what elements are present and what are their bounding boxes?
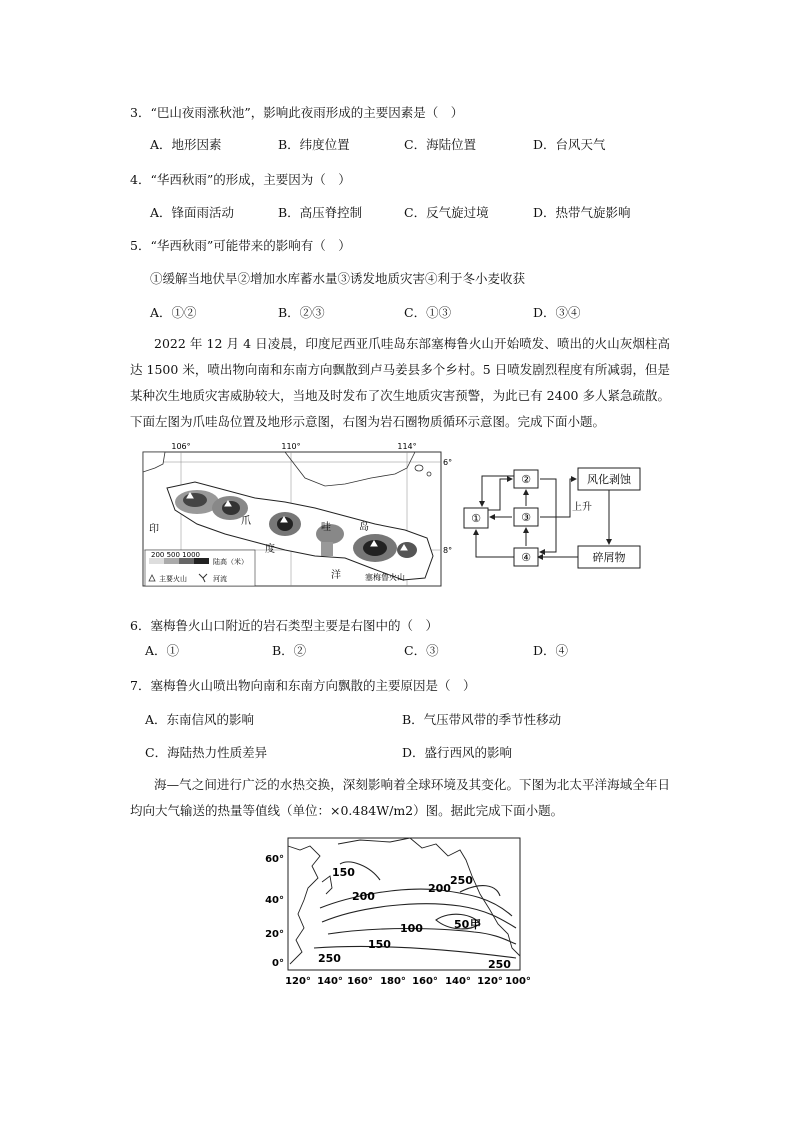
q5-option-b[interactable]: B．②③: [278, 305, 325, 320]
lat-label: 60°: [265, 854, 284, 865]
lat-label: 8°: [443, 546, 453, 555]
svg-text:甲: 甲: [470, 918, 481, 931]
q6-option-a[interactable]: A．①: [145, 643, 180, 658]
lat-label: 0°: [272, 958, 284, 969]
node-3-label: ③: [521, 511, 531, 524]
java-terrain-map: [135, 438, 453, 590]
lon-label: 106°: [171, 442, 191, 451]
svg-text:100°: 100°: [505, 976, 531, 987]
q6-option-b[interactable]: B．②: [272, 643, 307, 658]
svg-text:120°: 120°: [285, 976, 311, 987]
q7-stem: 7．塞梅鲁火山喷出物向南和东南方向飘散的主要原因是（ ）: [130, 678, 476, 693]
legend-river: 河流: [213, 575, 227, 583]
svg-text:160°: 160°: [412, 976, 438, 987]
q6-option-c[interactable]: C．③: [404, 643, 439, 658]
label-yang: 洋: [331, 570, 341, 581]
q3-option-d[interactable]: D．台风天气: [533, 137, 606, 152]
lat-label: 40°: [265, 895, 284, 906]
node-2-label: ②: [521, 473, 531, 486]
svg-text:160°: 160°: [347, 976, 373, 987]
lat-label: 20°: [265, 929, 284, 940]
legend-volcano: 主要火山: [159, 575, 187, 583]
label-zhua: 爪: [241, 516, 251, 527]
q4-stem: 4．“华西秋雨”的形成，主要因为（ ）: [130, 172, 351, 187]
label-yin: 印: [149, 524, 159, 535]
weathering-label: 风化剥蚀: [587, 473, 631, 486]
debris-label: 碎屑物: [592, 551, 626, 564]
svg-text:200: 200: [428, 882, 451, 895]
lon-label: 114°: [397, 442, 417, 451]
q5-statement: ①缓解当地伏旱②增加水库蓄水量③诱发地质灾害④利于冬小麦收获: [150, 271, 526, 286]
passage-heat-flux: 海—气之间进行广泛的水热交换，深刻影响着全球环境及其变化。下图为北太平洋海域全年日均向大气输送的热量等值线（单位：×0.484W/m2）图。据此完成下面小题。: [130, 777, 670, 818]
q5-stem: 5．“华西秋雨”可能带来的影响有（ ）: [130, 238, 351, 253]
q4-option-d[interactable]: D．热带气旋影响: [533, 205, 631, 220]
svg-text:50: 50: [454, 918, 470, 931]
q4-option-a[interactable]: A．锋面雨活动: [150, 205, 235, 220]
node-1-label: ①: [471, 512, 481, 525]
rock-cycle-diagram: [460, 462, 646, 574]
svg-text:150: 150: [368, 938, 391, 951]
svg-text:250: 250: [488, 958, 511, 971]
svg-text:150: 150: [332, 866, 355, 879]
q5-option-c[interactable]: C．①③: [404, 305, 452, 320]
lat-label: 6°: [443, 458, 453, 467]
q7-option-d[interactable]: D．盛行西风的影响: [402, 745, 513, 760]
q4-option-b[interactable]: B．高压脊控制: [278, 205, 363, 220]
legend-values: 200 500 1000: [151, 551, 200, 559]
q7-option-c[interactable]: C．海陆热力性质差异: [145, 745, 268, 760]
pacific-heat-flux-map: [260, 836, 535, 988]
lon-axis: [285, 976, 531, 987]
passage-volcano: 2022 年 12 月 4 日凌晨，印度尼西亚爪哇岛东部塞梅鲁火山开始喷发、喷出的火山灰烟柱高达 1500 米，喷出物向南和东南方向飘散到卢马姜县多个乡村。5 日喷发剧烈程度有所减弱，但是某种次生地质灾害威胁较大，当地及时发布了次生地质灾害预警，为此已有 2400 多人紧急疏散。下面左图为爪哇岛位置及地形示意图，右图为岩石圈物质循环示意图。完成下面小题。: [130, 336, 670, 429]
svg-text:120°: 120°: [477, 976, 503, 987]
node-4-label: ④: [521, 551, 531, 564]
q3-option-b[interactable]: B．纬度位置: [278, 137, 350, 152]
legend-unit: 陆高（米）: [213, 558, 248, 566]
q7-option-a[interactable]: A．东南信风的影响: [145, 712, 255, 727]
svg-text:140°: 140°: [317, 976, 343, 987]
svg-text:250: 250: [318, 952, 341, 965]
q6-stem: 6．塞梅鲁火山口附近的岩石类型主要是右图中的（ ）: [130, 618, 438, 633]
q3-stem: 3．“巴山夜雨涨秋池”，影响此夜雨形成的主要因素是（ ）: [130, 105, 464, 120]
q7-option-b[interactable]: B．气压带风带的季节性移动: [402, 712, 562, 727]
svg-text:100: 100: [400, 922, 423, 935]
q3-option-a[interactable]: A．地形因素: [150, 137, 222, 152]
uplift-label: 上升: [572, 502, 592, 513]
q3-option-c[interactable]: C．海陆位置: [404, 137, 477, 152]
svg-text:200: 200: [352, 890, 375, 903]
label-dao: 岛: [359, 522, 369, 533]
label-du: 度: [265, 544, 275, 555]
svg-text:250: 250: [450, 874, 473, 887]
q5-option-d[interactable]: D．③④: [533, 305, 581, 320]
svg-text:180°: 180°: [380, 976, 406, 987]
svg-text:140°: 140°: [445, 976, 471, 987]
q5-option-a[interactable]: A．①②: [150, 305, 197, 320]
lon-label: 110°: [281, 442, 301, 451]
q4-option-c[interactable]: C．反气旋过境: [404, 205, 489, 220]
q6-option-d[interactable]: D．④: [533, 643, 569, 658]
label-wa: 哇: [321, 522, 331, 533]
label-semeru: 塞梅鲁火山: [365, 573, 405, 582]
